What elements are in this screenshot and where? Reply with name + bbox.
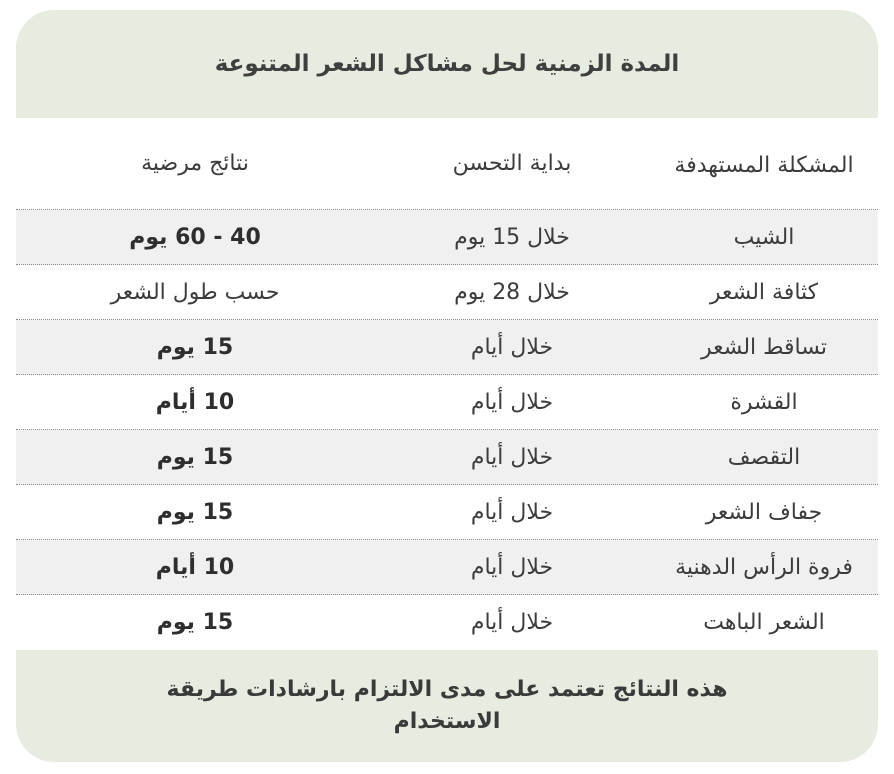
table-row xyxy=(16,320,878,375)
cell-improvement: خلال أيام xyxy=(470,554,554,580)
cell-results: 15 يوم xyxy=(156,334,234,360)
cell-problem: الشيب xyxy=(733,224,795,250)
cell-problem: الشعر الباهت xyxy=(703,610,825,635)
cell-problem: كثافة الشعر xyxy=(709,279,819,305)
cell-results: 15 يوم xyxy=(156,444,234,470)
cell-results: 15 يوم xyxy=(156,499,234,525)
cell-improvement: خلال أيام xyxy=(470,334,554,360)
cell-improvement: خلال أيام xyxy=(470,610,554,635)
cell-problem: القشرة xyxy=(730,389,798,415)
table-row xyxy=(16,210,878,265)
page-title: المدة الزمنية لحل مشاكل الشعر المتنوعة xyxy=(214,51,680,77)
column-header-results: نتائج مرضية xyxy=(141,150,249,176)
cell-results: 10 أيام xyxy=(155,389,235,415)
hair-problems-card xyxy=(16,10,878,762)
table-row xyxy=(16,540,878,595)
table-row xyxy=(16,485,878,540)
table-row xyxy=(16,430,878,485)
cell-improvement: خلال 15 يوم xyxy=(454,224,570,250)
table-row xyxy=(16,595,878,650)
cell-results: حسب طول الشعر xyxy=(110,279,280,305)
cell-results: 10 أيام xyxy=(155,554,235,580)
cell-improvement: خلال أيام xyxy=(470,389,554,415)
cell-improvement: خلال أيام xyxy=(470,444,554,470)
cell-problem: فروة الرأس الدهنية xyxy=(675,554,853,580)
cell-problem: تساقط الشعر xyxy=(700,334,828,360)
table-row xyxy=(16,265,878,320)
column-header-improvement: بداية التحسن xyxy=(452,150,572,176)
cell-improvement: خلال أيام xyxy=(470,499,554,525)
cell-improvement: خلال 28 يوم xyxy=(454,279,570,305)
cell-results: 15 يوم xyxy=(156,610,234,635)
cell-results: 40 - 60 يوم xyxy=(129,224,261,250)
table-header-row xyxy=(16,118,878,210)
title-band xyxy=(26,10,868,118)
footer-note: هذه النتائج تعتمد على مدى الالتزام بارشادات طريقة الاستخدام xyxy=(166,677,728,734)
footer-band xyxy=(16,650,878,762)
table-row xyxy=(16,375,878,430)
cell-problem: جفاف الشعر xyxy=(705,499,823,525)
column-header-problem: المشكلة المستهدفة xyxy=(674,152,854,178)
cell-problem: التقصف xyxy=(727,444,801,470)
results-table xyxy=(16,118,878,650)
